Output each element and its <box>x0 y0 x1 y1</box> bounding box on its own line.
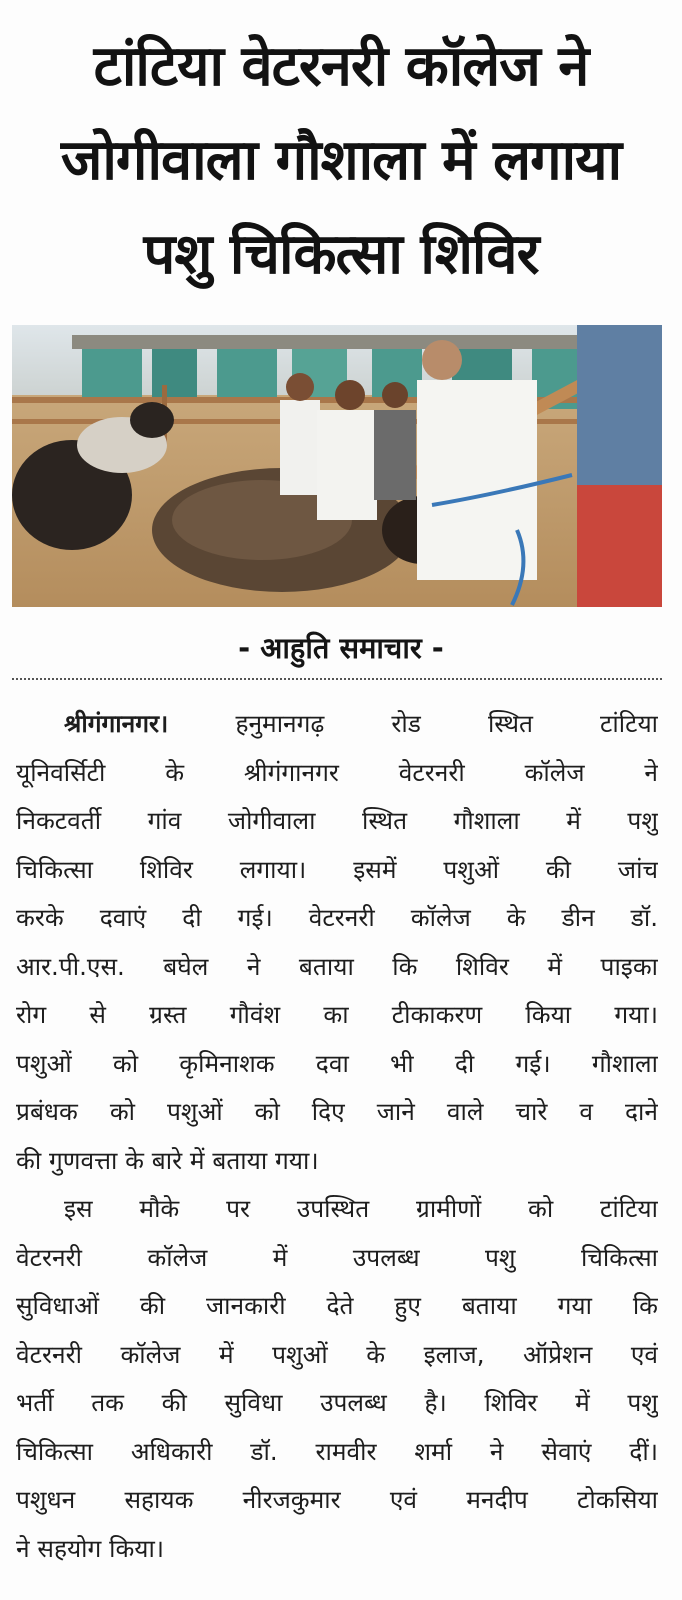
article-line-13: सुविधाओं की जानकारी देते हुए बताया गया कि <box>16 1291 658 1320</box>
news-photo <box>12 325 662 607</box>
article-line-8: पशुओं को कृमिनाशक दवा भी दी गई। गौशाला <box>16 1048 658 1078</box>
headline-line-3: पशु चिकित्सा शिविर <box>143 222 539 287</box>
article-line-17: पशुधन सहायक नीरजकुमार एवं मनदीप टोकसिया <box>16 1485 658 1514</box>
article-line-18: ने सहयोग किया। <box>16 1533 165 1563</box>
article-line-9: प्रबंधक को पशुओं को दिए जाने वाले चारे व दाने <box>16 1097 658 1126</box>
news-photo-illustration <box>12 325 662 607</box>
article-line-4: चिकित्सा शिविर लगाया। इसमें पशुओं की जांच <box>16 854 658 884</box>
article-line-2: यूनिवर्सिटी के श्रीगंगानगर वेटरनरी कॉलेज ने <box>16 757 658 787</box>
article-line-14: वेटरनरी कॉलेज में पशुओं के इलाज, ऑप्रेशन एवं <box>16 1339 658 1369</box>
article-line-7: रोग से ग्रस्त गौवंश का टीकाकरण किया गया। <box>16 1000 658 1029</box>
article-line-3: निकटवर्ती गांव जोगीवाला स्थित गौशाला में पशु <box>16 806 658 835</box>
headline-line-1: टांटिया वेटरनरी कॉलेज ने <box>93 34 589 99</box>
dateline: श्रीगंगानगर। <box>64 709 169 738</box>
article-line-12: वेटरनरी कॉलेज में उपलब्ध पशु चिकित्सा <box>16 1242 658 1272</box>
article-line-15: भर्ती तक की सुविधा उपलब्ध है। शिविर में पशु <box>16 1388 658 1417</box>
headline-line-2: जोगीवाला गौशाला में लगाया <box>60 128 622 193</box>
dotted-divider <box>12 678 662 680</box>
article-line-11: इस मौके पर उपस्थित ग्रामीणों को टांटिया <box>64 1194 658 1223</box>
article-line-10: की गुणवत्ता के बारे में बताया गया। <box>16 1145 319 1175</box>
article-line-1: श्रीगंगानगर। हनुमानगढ़ रोड स्थित टांटिया <box>64 709 658 738</box>
headline <box>8 20 674 302</box>
article-line-6: आर.पी.एस. बघेल ने बताया कि शिविर में पाइका <box>16 951 658 981</box>
article-line-16: चिकित्सा अधिकारी डॉ. रामवीर शर्मा ने सेवाएं दीं। <box>16 1436 658 1466</box>
article-line-5: करके दवाएं दी गई। वेटरनरी कॉलेज के डीन डॉ. <box>16 903 658 932</box>
article-body <box>16 700 658 1573</box>
news-agency-credit: - आहुति समाचार - <box>238 631 444 665</box>
